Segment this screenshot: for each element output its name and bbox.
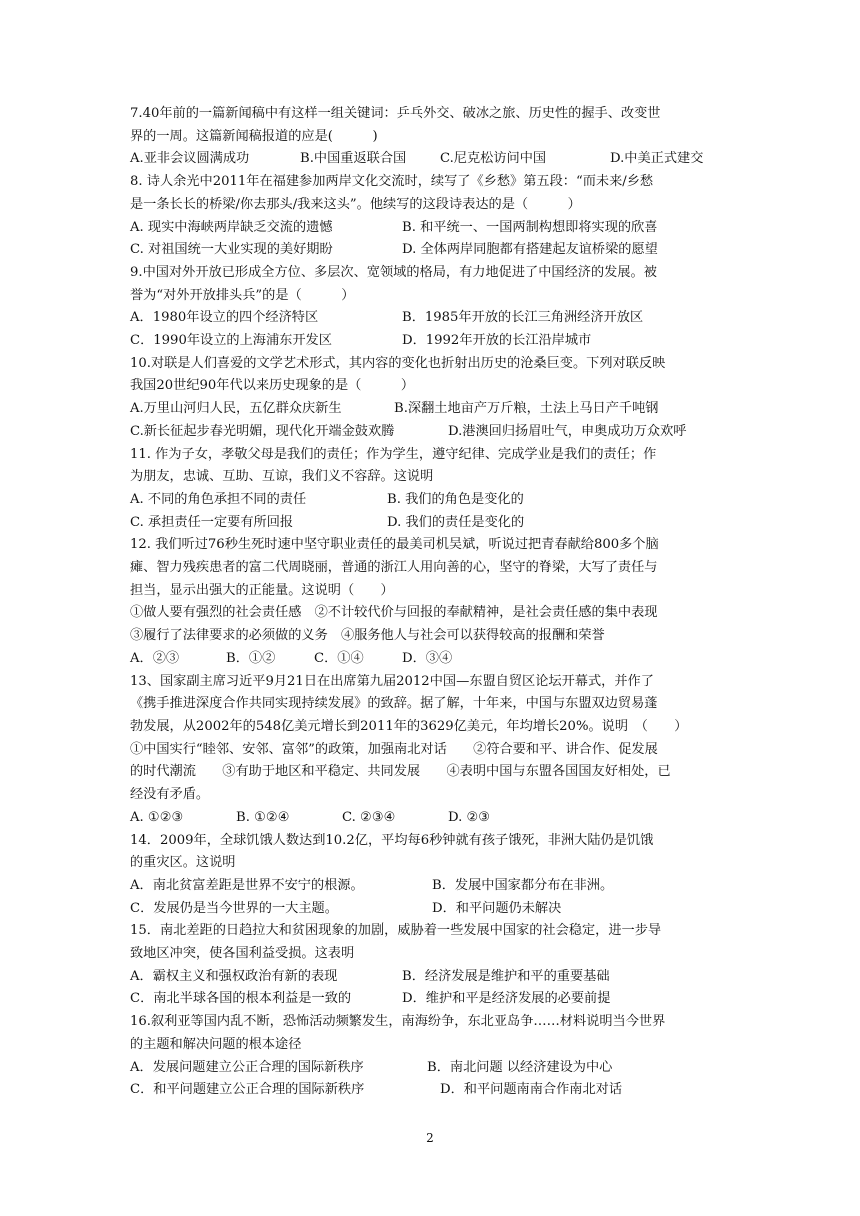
option-b: B．1985年开放的长江三角洲经济开放区 <box>402 310 644 326</box>
option-a: A. 现实中海峡两岸缺乏交流的遗憾 <box>130 219 333 235</box>
option-d: D. ②③ <box>448 809 491 825</box>
option-b: B．南北问题 以经济建设为中心 <box>427 1059 613 1075</box>
option-c: C. 对祖国统一大业实现的美好期盼 <box>130 242 333 258</box>
question-text-line: 12. 我们听过76秒生死时速中坚守职业责任的最美司机吴斌，听说过把青春献给800多个脑 <box>130 537 659 553</box>
question-text-line: 《携手推进深度合作共同实现持续发展》的致辞。据了解，十年来，中国与东盟双边贸易蓬 <box>130 696 658 712</box>
question-text-line: ③履行了法律要求的必须做的义务 ④服务他人与社会可以获得较高的报酬和荣誉 <box>130 628 605 644</box>
option-c: C．和平问题建立公正合理的国际新秩序 <box>130 1082 365 1098</box>
option-d: D．维护和平是经济发展的必要前提 <box>402 991 611 1007</box>
option-d: D．和平问题仍未解决 <box>432 900 562 916</box>
question-text-line: 我国20世纪90年代以来历史现象的是（ ） <box>130 378 415 394</box>
option-d: D．和平问题南南合作南北对话 <box>440 1082 623 1098</box>
options-row <box>130 1079 742 1102</box>
options-row <box>130 148 742 171</box>
option-d: D.港澳回归扬眉吐气，申奥成功万众欢呼 <box>448 423 687 439</box>
question-text-line: ①中国实行“睦邻、安邻、富邻”的政策，加强南北对话 ②符合要和平、讲合作、促发展 <box>130 741 658 757</box>
question-text-line: 11. 作为子女，孝敬父母是我们的责任；作为学生，遵守纪律、完成学业是我们的责任；作 <box>130 446 657 462</box>
option-c: C．南北半球各国的根本利益是一致的 <box>130 991 352 1007</box>
option-a: A.万里山河归人民，五亿群众庆新生 <box>130 401 342 417</box>
option-a: A．霸权主义和强权政治有新的表现 <box>130 968 338 984</box>
options-row <box>130 988 742 1011</box>
question-16 <box>130 1011 742 1102</box>
question-text-line: 15．南北差距的日趋拉大和贫困现象的加剧，威胁着一些发展中国家的社会稳定，进一步导 <box>130 923 662 939</box>
option-a: A. 不同的角色承担不同的责任 <box>130 491 307 507</box>
question-text-line: 13、国家副主席习近平9月21日在出席第九届2012中国—东盟自贸区论坛开幕式，并作了 <box>130 673 654 689</box>
options-row <box>130 489 742 512</box>
question-text-line: ①做人要有强烈的社会责任感 ②不计较代价与回报的奉献精神，是社会责任感的集中表现 <box>130 605 658 621</box>
option-c: C．发展仍是当今世界的一大主题。 <box>130 900 338 916</box>
options-row <box>130 398 742 421</box>
option-c: C．1990年设立的上海浦东开发区 <box>130 333 332 349</box>
option-d: D.中美正式建交 <box>610 151 704 167</box>
option-d: D．1992年开放的长江沿岸城市 <box>402 333 592 349</box>
question-text-line: 是一条长长的桥梁/你去那头/我来这头”。他续写的这段诗表达的是（ ） <box>130 196 581 212</box>
option-a: A．②③ <box>130 650 180 666</box>
question-9 <box>130 262 742 353</box>
question-text-line: 8. 诗人余光中2011年在福建参加两岸文化交流时，续写了《乡愁》第五段：“而未来/乡愁 <box>130 174 654 190</box>
question-text-line: 界的一周。这篇新闻稿报道的应是( ) <box>130 128 378 144</box>
options-row <box>130 217 742 240</box>
option-b: B．①② <box>226 650 276 666</box>
option-d: D. 我们的责任是变化的 <box>387 514 525 530</box>
option-c: C. ②③④ <box>342 809 396 825</box>
question-text-line: 7.40年前的一篇新闻稿中有这样一组关键词：乒乓外交、破冰之旅、历史性的握手、改变世 <box>130 106 661 121</box>
question-text-line: 誉为“对外开放排头兵”的是（ ） <box>130 287 355 303</box>
options-row <box>130 307 742 330</box>
option-b: B.中国重返联合国 <box>300 151 407 167</box>
option-a: A. ①②③ <box>130 809 184 825</box>
question-list <box>130 103 742 1102</box>
question-10 <box>130 353 742 444</box>
options-row <box>130 807 742 830</box>
option-c: C.新长征起步春光明媚，现代化开端金鼓欢腾 <box>130 423 395 439</box>
question-text-line: 担当，显示出强大的正能量。这说明（ ） <box>130 582 394 598</box>
option-a: A.亚非会议圆满成功 <box>130 151 250 167</box>
question-8 <box>130 171 742 262</box>
question-text-line: 10.对联是人们喜爱的文学艺术形式，其内容的变化也折射出历史的沧桑巨变。下列对联反映 <box>130 355 666 371</box>
question-15 <box>130 920 742 1011</box>
options-row <box>130 875 742 898</box>
question-text-line: 9.中国对外开放已形成全方位、多层次、宽领域的格局，有力地促进了中国经济的发展。被 <box>130 264 657 280</box>
options-row <box>130 239 742 262</box>
option-b: B.深翻土地亩产万斤粮，土法上马日产千吨钢 <box>394 401 659 417</box>
question-7 <box>130 103 742 171</box>
question-13 <box>130 671 742 830</box>
question-11 <box>130 444 742 535</box>
option-d: D．③④ <box>402 650 453 666</box>
question-text-line: 的主题和解决问题的根本途径 <box>130 1036 302 1052</box>
option-b: B．经济发展是维护和平的重要基础 <box>402 968 610 984</box>
option-b: B. ①②④ <box>236 809 290 825</box>
option-c: C.尼克松访问中国 <box>440 151 547 167</box>
option-b: B. 我们的角色是变化的 <box>387 491 524 507</box>
options-row <box>130 512 742 535</box>
option-b: B. 和平统一、一国两制构想即将实现的欣喜 <box>402 219 658 235</box>
question-text-line: 的时代潮流 ③有助于地区和平稳定、共同发展 ④表明中国与东盟各国国友好相处，已 <box>130 764 671 780</box>
options-row <box>130 648 742 671</box>
question-text-line: 经没有矛盾。 <box>130 787 210 803</box>
page-number: 2 <box>426 1131 434 1145</box>
option-b: B．发展中国家都分布在非洲。 <box>432 877 614 893</box>
question-12 <box>130 534 742 670</box>
question-14 <box>130 830 742 921</box>
question-text-line: 勃发展，从2002年的548亿美元增长到2011年的3629亿美元，年均增长20%。说明 （ ） <box>130 718 688 734</box>
question-text-line: 致地区冲突，使各国利益受损。这表明 <box>130 946 355 962</box>
question-text-line: 为朋友，忠诚、互助、互谅，我们义不容辞。这说明 <box>130 469 434 485</box>
option-d: D. 全体两岸同胞都有搭建起友谊桥梁的愿望 <box>402 242 658 258</box>
options-row <box>130 330 742 353</box>
option-c: C．①④ <box>314 650 364 666</box>
options-row <box>130 1057 742 1080</box>
option-a: A．南北贫富差距是世界不安宁的根源。 <box>130 877 364 893</box>
options-row <box>130 898 742 921</box>
question-text-line: 瘫、智力残疾患者的富二代周晓丽，普通的浙江人用向善的心，坚守的脊梁，大写了责任与 <box>130 560 658 576</box>
options-row <box>130 421 742 444</box>
option-c: C. 承担责任一定要有所回报 <box>130 514 294 530</box>
option-a: A．1980年设立的四个经济特区 <box>130 310 319 326</box>
question-text-line: 的重灾区。这说明 <box>130 855 236 871</box>
question-text-line: 14．2009年，全球饥饿人数达到10.2亿，平均每6秒钟就有孩子饿死，非洲大陆仍是饥饿 <box>130 832 654 848</box>
options-row <box>130 966 742 989</box>
question-text-line: 16.叙利亚等国内乱不断，恐怖活动频繁发生，南海纷争，东北亚岛争……材料说明当今世界 <box>130 1014 666 1030</box>
option-a: A．发展问题建立公正合理的国际新秩序 <box>130 1059 364 1075</box>
